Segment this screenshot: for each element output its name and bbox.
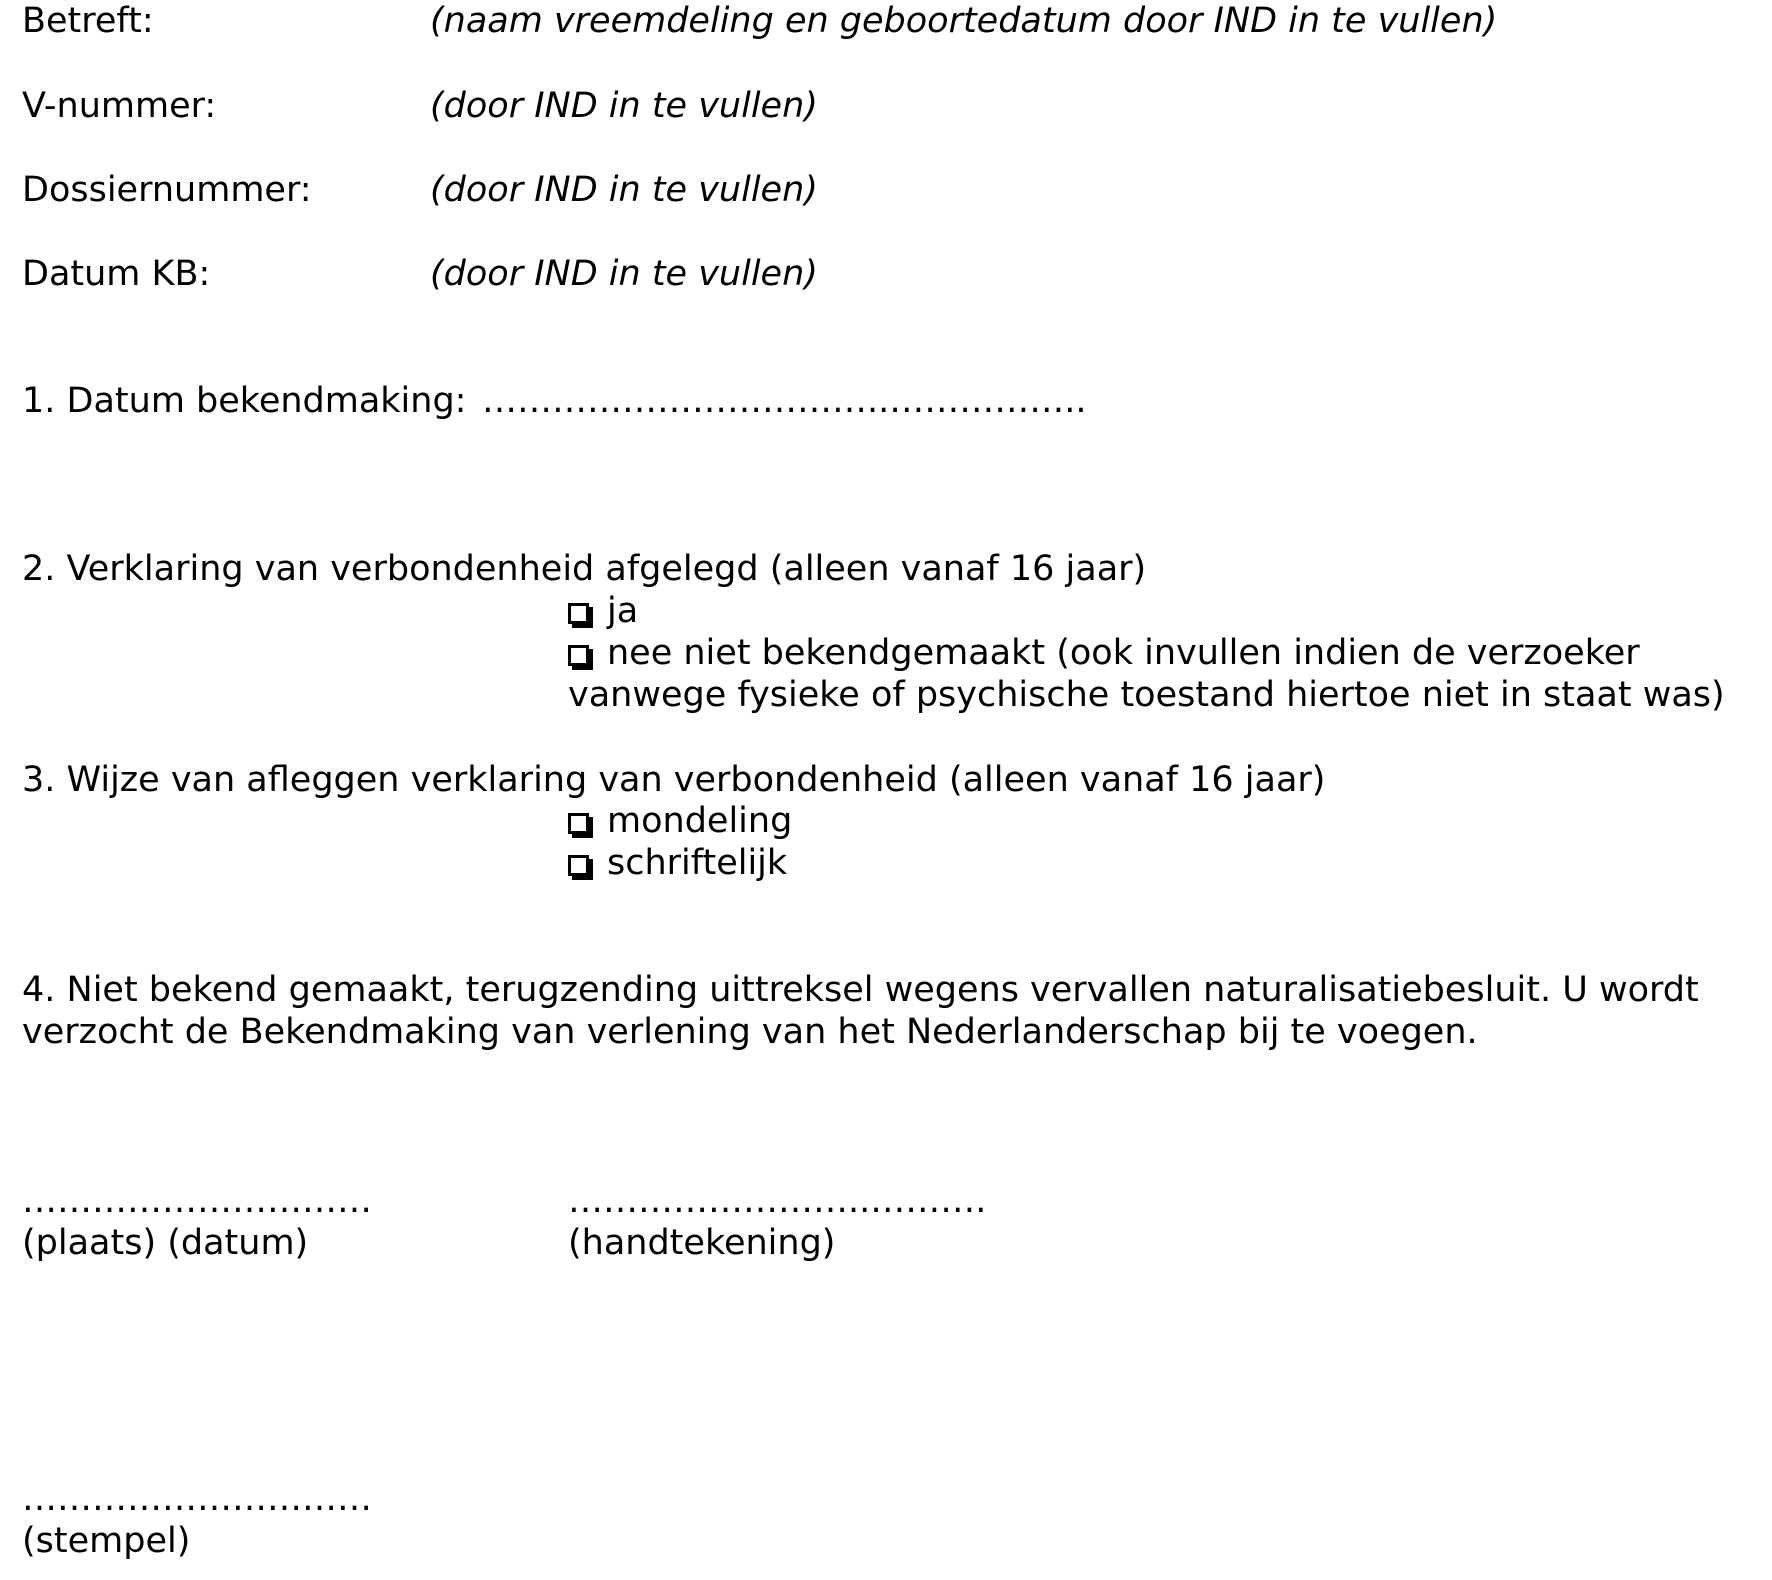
checkbox-icon[interactable] (568, 603, 589, 624)
q2-label: 2. Verklaring van verbondenheid afgelegd (alleen vanaf 16 jaar) (22, 549, 1147, 589)
vnummer-label: V-nummer: (22, 86, 217, 126)
stamp-field[interactable]: ………………………… (22, 1479, 372, 1519)
q3-option-schriftelijk[interactable] (568, 842, 787, 884)
q2-option-ja[interactable] (568, 590, 638, 632)
signature-label: (handtekening) (568, 1223, 836, 1263)
q1-label: 1. Datum bekendmaking: (22, 381, 467, 421)
q4-text-line1: 4. Niet bekend gemaakt, terugzending uittreksel wegens vervallen naturalisatiebesluit. U wordt (22, 970, 1699, 1010)
checkbox-icon[interactable] (568, 855, 589, 876)
checkbox-icon[interactable] (568, 645, 589, 666)
q3-label: 3. Wijze van afleggen verklaring van verbondenheid (alleen vanaf 16 jaar) (22, 760, 1326, 800)
dossiernummer-value: (door IND in te vullen) (430, 170, 818, 210)
betreft-value: (naam vreemdeling en geboortedatum door IND in te vullen) (430, 1, 1498, 41)
betreft-label: Betreft: (22, 1, 154, 41)
q3-option-mondeling-label: mondeling (607, 801, 793, 841)
q3-option-schriftelijk-label: schriftelijk (607, 843, 788, 883)
vnummer-value: (door IND in te vullen) (430, 86, 818, 126)
q2-option-nee[interactable] (568, 632, 1640, 674)
q2-option-nee-label: nee niet bekendgemaakt (ook invullen indien de verzoeker (607, 633, 1640, 673)
q4-text-line2: verzocht de Bekendmaking van verlening van het Nederlanderschap bij te voegen. (22, 1012, 1478, 1052)
datum-kb-value: (door IND in te vullen) (430, 254, 818, 294)
place-date-field[interactable]: ………………………… (22, 1181, 372, 1221)
q3-option-mondeling[interactable] (568, 800, 792, 842)
q1-date-field[interactable]: ……………………………..…………….. (482, 381, 1087, 421)
place-date-label: (plaats) (datum) (22, 1223, 309, 1263)
stamp-label: (stempel) (22, 1521, 191, 1561)
q2-option-ja-label: ja (607, 591, 639, 631)
q2-option-nee-continuation: vanwege fysieke of psychische toestand hiertoe niet in staat was) (568, 675, 1725, 715)
signature-field[interactable]: ……………………..………. (568, 1181, 987, 1221)
datum-kb-label: Datum KB: (22, 254, 211, 294)
dossiernummer-label: Dossiernummer: (22, 170, 312, 210)
checkbox-icon[interactable] (568, 813, 589, 834)
